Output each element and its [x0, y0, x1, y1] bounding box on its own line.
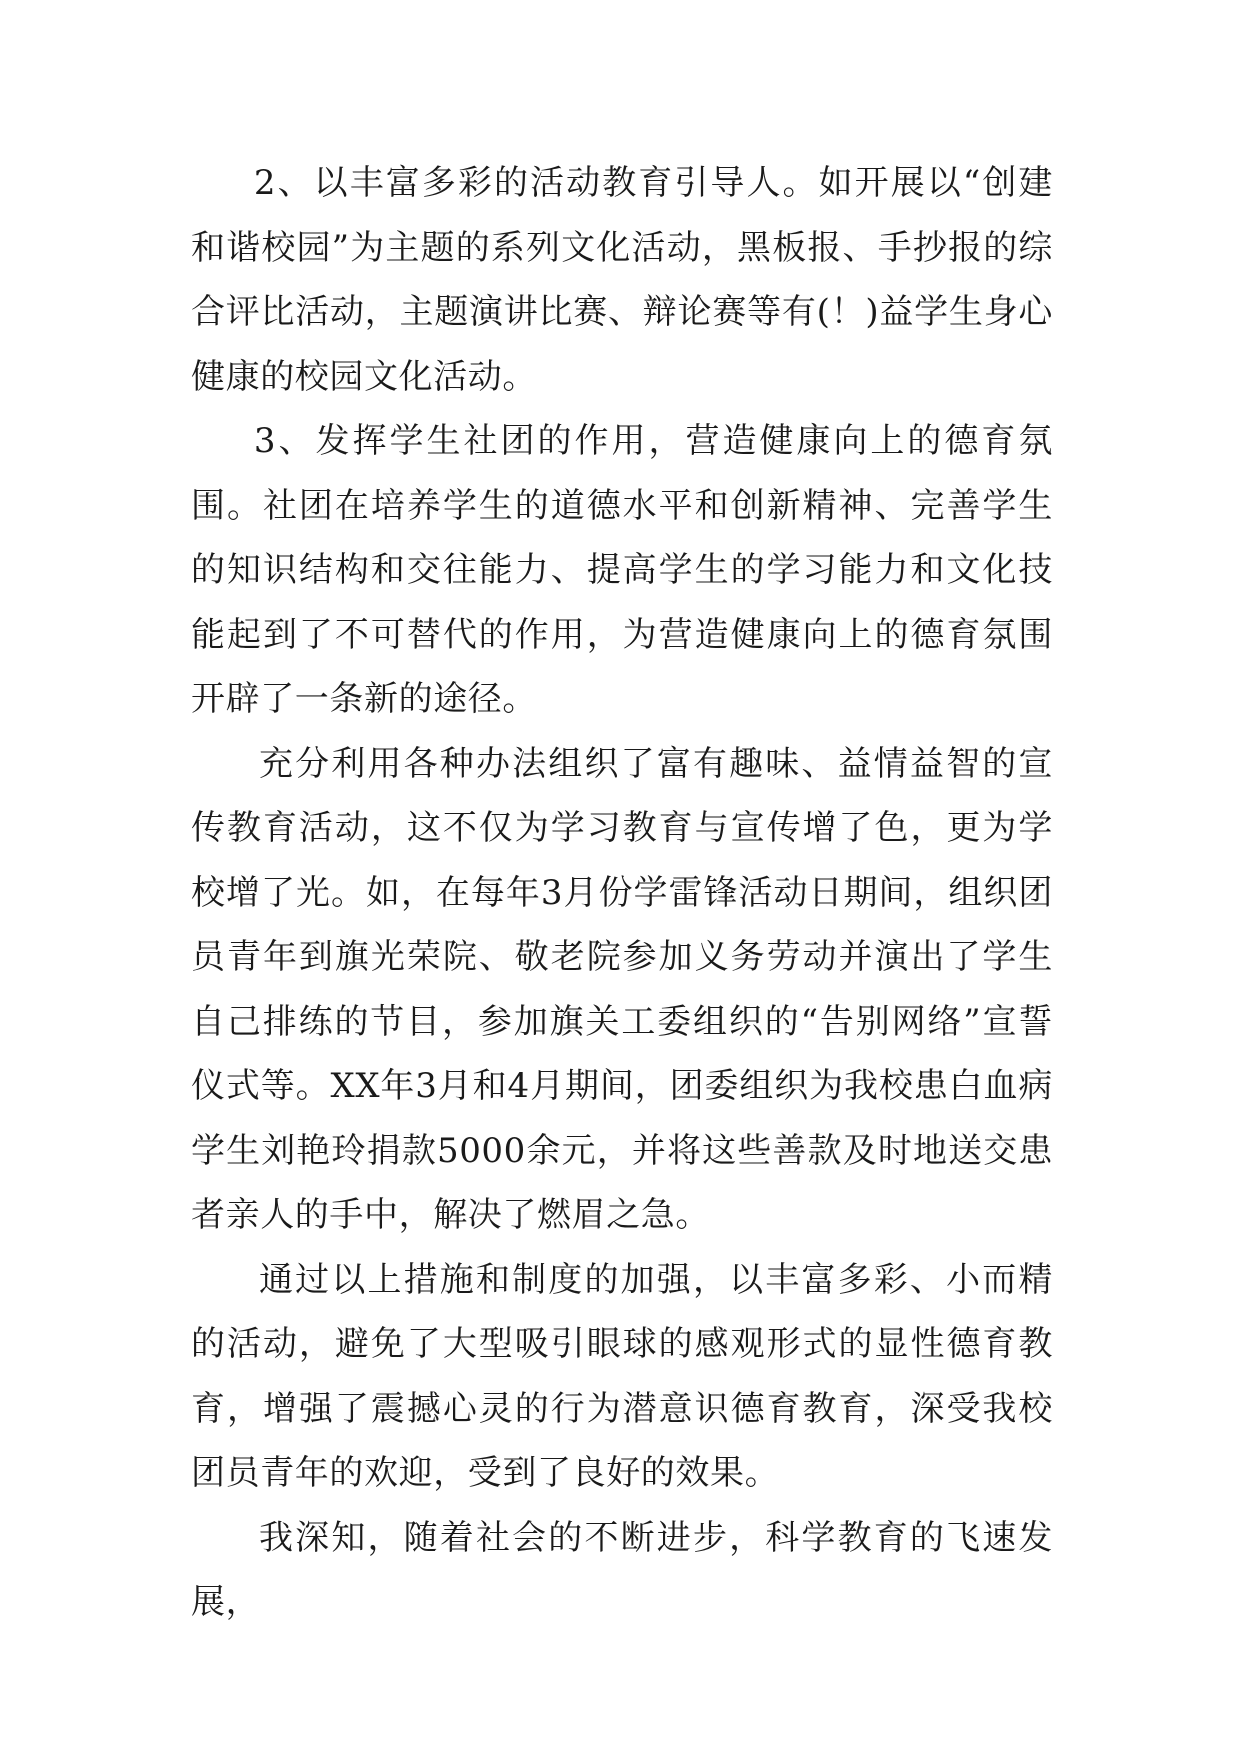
paragraph-measures-summary: 通过以上措施和制度的加强，以丰富多彩、小而精的活动，避免了大型吸引眼球的感观形式的显性德育教育，增强了震撼心灵的行为潜意识德育教育，深受我校团员青年的欢迎，受到了良好的效果。: [191, 1259, 1053, 1493]
paragraph-activities: 2、以丰富多彩的活动教育引导人。如开展以“创建和谐校园”为主题的系列文化活动，黑板报、手抄报的综合评比活动，主题演讲比赛、辩论赛等有(！)益学生身心健康的校园文化活动。: [191, 163, 1053, 397]
document-body: [191, 151, 1053, 1635]
paragraph-outlook: 我深知，随着社会的不断进步，科学教育的飞速发展，: [191, 1517, 1053, 1622]
paragraph-publicity-education: 充分利用各种办法组织了富有趣味、益情益智的宣传教育活动，这不仅为学习教育与宣传增了色，更为学校增了光。如，在每年3月份学雷锋活动日期间，组织团员青年到旗光荣院、敬老院参加义务劳动并演出了学生自己排练的节目，参加旗关工委组织的“告别网络”宣誓仪式等。XX年3月和4月期间，团委组织为我校患白血病学生刘艳玲捐款5000余元，并将这些善款及时地送交患者亲人的手中，解决了燃眉之急。: [191, 743, 1053, 1235]
paragraph-student-clubs: 3、发挥学生社团的作用，营造健康向上的德育氛围。社团在培养学生的道德水平和创新精神、完善学生的知识结构和交往能力、提高学生的学习能力和文化技能起到了不可替代的作用，为营造健康向上的德育氛围开辟了一条新的途径。: [191, 421, 1053, 719]
